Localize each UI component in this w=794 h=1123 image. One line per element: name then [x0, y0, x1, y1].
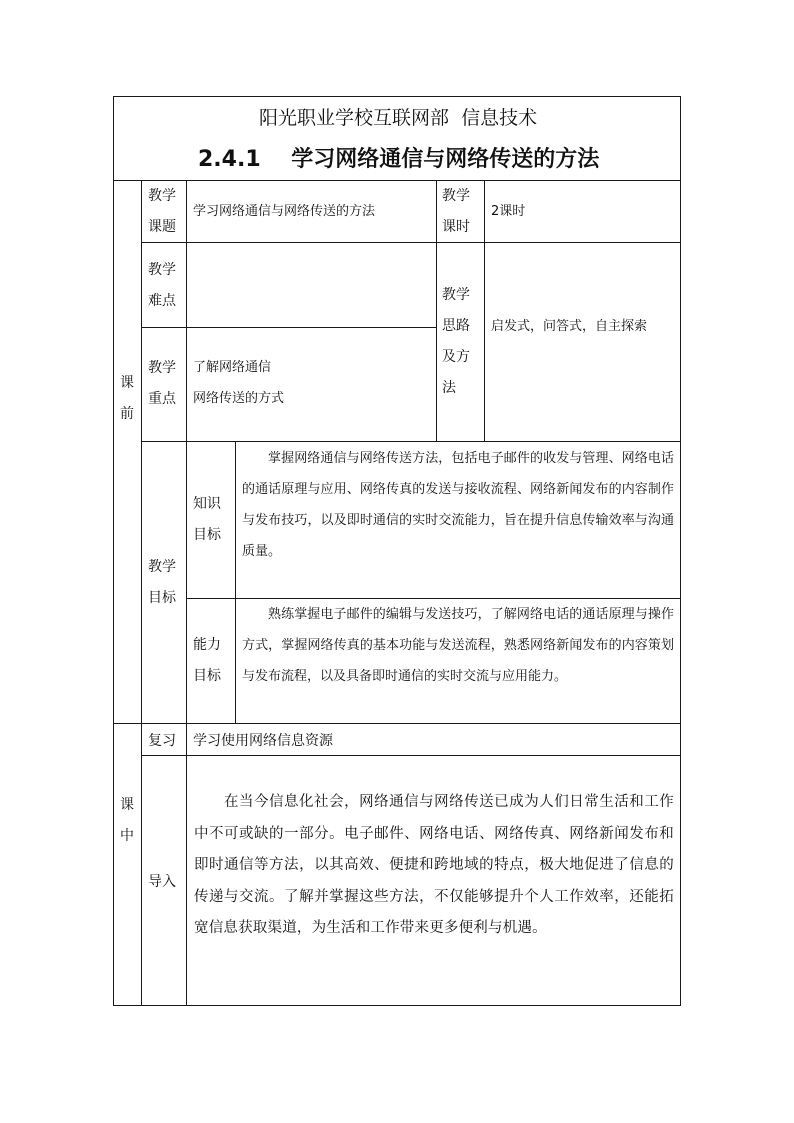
review-value: 学习使用网络信息资源: [193, 733, 333, 749]
table-col-section: [141, 180, 142, 1006]
table-col-label: [186, 180, 187, 1006]
table-rule-title-bottom: [113, 180, 681, 181]
topic-label: 教学课题: [148, 188, 176, 235]
approach-label: 教学思路及方法: [442, 287, 470, 396]
table-border-top: [113, 96, 681, 97]
table-border-left: [113, 96, 114, 1006]
topic-value: 学习网络通信与网络传送的方法: [193, 204, 376, 219]
knowledge-goal-text: 掌握网络通信与网络传送方法，包括电子邮件的收发与管理、网络电话的通话原理与应用、网络传真的发送与接收流程、网络新闻发布的内容制作与发布技巧，以及即时通信的实时交流能力，旨在提升信息传输效率与沟通质量。: [242, 451, 674, 559]
intro-text: 在当今信息化社会，网络通信与网络传送已成为人们日常生活和工作中不可或缺的一部分。电子邮件、网络电话、网络传真、网络新闻发布和即时通信等方法，以其高效、便捷和跨地域的特点，极大地促进了信息的传递与交流。了解并掌握这些方法，不仅能够提升个人工作效率，还能拓宽信息获取渠道，为生活和工作带来更多便利与机遇。: [194, 794, 674, 936]
pre-class-section-label: 课前: [120, 375, 134, 422]
table-border-bottom: [113, 1005, 681, 1006]
approach-value: 启发式，问答式，自主探索: [491, 319, 648, 334]
ability-goal-text: 熟练掌握电子邮件的编辑与发送技巧，了解网络电话的通话原理与操作方式，掌握网络传真的基本功能与发送流程，熟悉网络新闻发布的内容策划与发布流程，以及具备即时通信的实时交流与应用能力。: [242, 607, 674, 684]
keypoints-item: 了解网络通信: [193, 360, 272, 375]
review-label: 复习: [148, 733, 176, 749]
hours-value: 2课时: [491, 204, 526, 219]
table-rule-topic-bottom: [141, 242, 681, 243]
lesson-title: 2.4.1 学习网络通信与网络传送的方法: [198, 147, 600, 172]
table-col-right-label: [436, 180, 437, 441]
hours-label: 教学课时: [442, 188, 470, 235]
table-border-right: [680, 96, 681, 1006]
keypoints-label: 教学重点: [148, 360, 176, 407]
difficulty-label: 教学难点: [148, 262, 176, 309]
table-rule-review-bottom: [141, 755, 681, 756]
table-rule-keypoints-bottom: [141, 441, 681, 442]
table-rule-preclass-bottom: [113, 723, 681, 724]
knowledge-goal-label: 知识目标: [193, 496, 221, 543]
intro-label: 导入: [148, 874, 176, 890]
keypoints-item: 网络传送的方式: [193, 391, 285, 406]
in-class-section-label: 课中: [120, 797, 134, 844]
table-col-sub-label: [235, 441, 236, 723]
school-subject-line: 阳光职业学校互联网部 信息技术: [259, 107, 538, 129]
goals-label: 教学目标: [148, 559, 176, 606]
ability-goal-label: 能力目标: [193, 637, 221, 684]
table-col-right-value: [484, 180, 485, 441]
